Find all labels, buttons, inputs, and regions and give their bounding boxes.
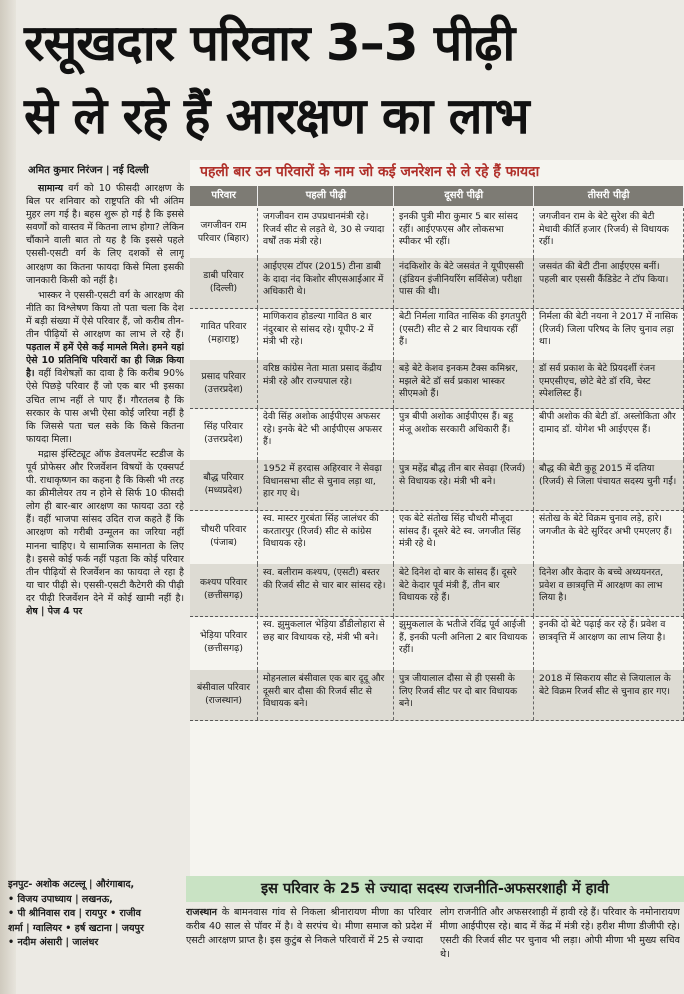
article-paragraph — [26, 289, 184, 446]
paragraph-text: वर्ग को 10 फीसदी आरक्षण के बिल पर शनिवार को राष्ट्रपति की भी अंतिम मुहर लग गई है। बहस शुरू हो गई है कि इससे सवर्णों को वास्तव में कितना लाभ होगा? लेकिन चौंकाने वाली बात तो यह है कि इससे पहले एससी-एसटी वर्ग के लिए दशकों से लागू आरक्षण का कितना फायदा किसे मिला इसकी जानकारी किसी को नहीं है। — [26, 183, 184, 286]
third-generation-cell: निर्मला की बेटी नयना ने 2017 में नासिक (रिजर्व) जिला परिषद के लिए चुनाव लड़ा था। — [534, 308, 684, 360]
header-first-generation: पहली पीढ़ी — [258, 186, 394, 206]
family-cell: गावित परिवार (महाराष्ट्र) — [190, 308, 258, 360]
paragraph-text: वहीं विशेषज्ञों का दावा है कि करीब 90% ऐसे पिछड़े परिवार हैं जो एक बार भी इसका उचित लाभ नहीं ले पाए हैं। गौरतलब है कि सरकार के पास अभी ऐसा कोई जरिया नहीं है कि जिससे पता चल सके कि किसे कितना फायदा मिला। — [26, 368, 184, 445]
table-row — [190, 510, 684, 565]
table-row — [190, 616, 684, 671]
third-generation-cell: बौद्ध की बेटी कुहू 2015 में दतिया (रिजर्व) से जिला पंचायत सदस्य चुनी गईं। — [534, 460, 684, 510]
bottom-column-2: लोग राजनीति और अफसरशाही में हावी रहे हैं। परिवार के नमोनारायण मीणा आईपीएस रहे। बाद में केंद्र में मंत्री रहे। हरीश मीणा डीजीपी रहे। एसटी की रिजर्व सीट पर चुनाव भी लड़ा। ओपी मीणा भी मुख्य सचिव थे। — [440, 907, 680, 960]
lead-word: राजस्थान — [186, 907, 218, 918]
second-generation-cell: इनकी पुत्री मीरा कुमार 5 बार सांसद रहीं। आईएफएस और लोकसभा स्पीकर भी रहीं। — [394, 208, 534, 258]
credit-line: • नदीम अंसारी | जालंधर — [8, 937, 99, 949]
header-family: परिवार — [190, 186, 258, 206]
family-cell: सिंह परिवार (उत्तरप्रदेश) — [190, 408, 258, 460]
family-cell: चौधरी परिवार (पंजाब) — [190, 510, 258, 564]
third-generation-cell: 2018 में सिकराय सीट से जियालाल के बेटे विक्रम रिजर्व सीट से चुनाव हार गए। — [534, 670, 684, 720]
second-generation-cell: नंदकिशोर के बेटे जसवंत ने यूपीएससी (इंडियन इंजीनियरिंग सर्विसेज) परीक्षा पास की थी। — [394, 258, 534, 308]
article-paragraph — [26, 448, 184, 618]
third-generation-cell: जगजीवन राम के बेटे सुरेश की बेटी मेधावी कीर्ति हजार (रिजर्व) से विधायक रहीं। — [534, 208, 684, 258]
family-cell: बौद्ध परिवार (मध्यप्रदेश) — [190, 460, 258, 510]
third-generation-cell: दिनेश और केदार के बच्चे अध्ययनरत, प्रवेश व छात्रवृत्ति में आरक्षण का लाभ लिया है। — [534, 564, 684, 616]
highlight-text: पड़ताल में हमें ऐसे कई मामले मिले। हमने यहां ऐसे 10 प्रतिनिधि परिवारों का ही जिक्र किया है। — [26, 342, 184, 380]
credit-line: • पी श्रीनिवास राव | रायपुर • राजीव — [8, 908, 141, 920]
headline-line-2: से ले रहे हैं आरक्षण का लाभ — [24, 87, 529, 145]
input-credits — [8, 878, 186, 951]
first-generation-cell: स्व. झुमुकलाल भेड़िया डौंडीलोहारा से छह बार विधायक रहे, मंत्री भी बने। — [258, 616, 394, 670]
bottom-column-1 — [186, 906, 432, 992]
credit-line: इनपुट- अशोक अटल्लू | औरंगाबाद, — [8, 879, 135, 890]
bottom-box — [186, 876, 684, 994]
first-generation-cell: देवी सिंह अशोक आईपीएस अफसर रहे। इनके बेटे भी आईपीएस अफसर हैं। — [258, 408, 394, 460]
family-cell: डाबी परिवार (दिल्ली) — [190, 258, 258, 308]
table-row — [190, 460, 684, 511]
table-row — [190, 670, 684, 721]
bottom-box-title: इस परिवार के 25 से ज्यादा सदस्य राजनीति-अफसरशाही में हावी — [186, 876, 684, 902]
family-cell: जगजीवन राम परिवार (बिहार) — [190, 208, 258, 258]
first-generation-cell: वरिष्ठ कांग्रेस नेता माता प्रसाद केंद्रीय मंत्री रहे और राज्यपाल रहे। — [258, 360, 394, 408]
first-generation-cell: मोहनलाल बंसीवाल एक बार दूदू और दूसरी बार दौसा की रिजर्व सीट से विधायक बने। — [258, 670, 394, 720]
header-second-generation: दूसरी पीढ़ी — [394, 186, 534, 206]
families-table — [190, 160, 684, 876]
first-generation-cell: आईएएस टॉपर (2015) टीना डाबी के दादा नंद किशोर सीएसआईआर में अधिकारी थे। — [258, 258, 394, 308]
table-row — [190, 564, 684, 617]
lead-word: सामान्य — [38, 183, 64, 194]
table-header — [190, 186, 684, 206]
family-cell: कश्यप परिवार (छत्तीसगढ़) — [190, 564, 258, 616]
paragraph-text: भास्कर ने एससी-एसटी वर्ग के आरक्षण की नीति का विश्लेषण किया तो पता चला कि देश में बड़ी संख्या में ऐसे परिवार हैं, जो करीब तीन-तीन पीढ़ियों से आरक्षण का लाभ ले रहे हैं। — [26, 289, 184, 341]
first-generation-cell: स्व. बलीराम कश्यप, (एसटी) बस्तर की रिजर्व सीट से चार बार सांसद रहे। — [258, 564, 394, 616]
third-generation-cell: संतोख के बेटे विक्रम चुनाव लड़े, हारे। जगजीत के बेटे सुरिंदर अभी एमएलए हैं। — [534, 510, 684, 564]
first-generation-cell: जगजीवन राम उपप्रधानमंत्री रहे। रिजर्व सीट से लड़ते थे, 30 से ज्यादा वर्षों तक मंत्री रहे। — [258, 208, 394, 258]
second-generation-cell: बेटे दिनेश दो बार के सांसद हैं। दूसरे बेटे केदार पूर्व मंत्री हैं, तीन बार विधायक रहे हैं। — [394, 564, 534, 616]
continued-note: शेष | पेज 4 पर — [26, 606, 83, 617]
table-row — [190, 360, 684, 409]
page-fold-edge — [0, 0, 16, 994]
third-generation-cell: बीपी अशोक की बेटी डॉ. अस्लोकिता और दामाद डॉ. योगेश भी आईएएस हैं। — [534, 408, 684, 460]
second-generation-cell: पुत्र बीपी अशोक आईपीएस हैं। बहू मंजू अशोक सरकारी अधिकारी हैं। — [394, 408, 534, 460]
table-row — [190, 308, 684, 361]
second-generation-cell: बेटी निर्मला गावित नासिक की इगतपुरी (एसटी) सीट से 2 बार विधायक रहीं हैं। — [394, 308, 534, 360]
table-row — [190, 408, 684, 461]
second-generation-cell: एक बेटे संतोख सिंह चौधरी मौजूदा सांसद हैं। दूसरे बेटे स्व. जगजीत सिंह मंत्री रहे थे। — [394, 510, 534, 564]
headline-line-1: रसूखदार परिवार 3–3 पीढ़ी — [24, 14, 515, 72]
third-generation-cell: जसवंत की बेटी टीना आईएएस बनीं। पहली बार एससी कैंडिडेट ने टॉप किया। — [534, 258, 684, 308]
first-generation-cell: 1952 में हरदास अहिरवार ने सेवढ़ा विधानसभा सीट से चुनाव लड़ा था, हार गए थे। — [258, 460, 394, 510]
credit-line: शर्मा | ग्वालियर • हर्ष खटाना | जयपुर — [8, 922, 144, 934]
family-cell: प्रसाद परिवार (उत्तरप्रदेश) — [190, 360, 258, 408]
table-title: पहली बार उन परिवारों के नाम जो कई जनरेशन से ले रहे हैं फायदा — [200, 164, 540, 180]
first-generation-cell: माणिकराव होडल्या गावित 8 बार नंदुरबार से सांसद रहे। यूपीए-2 में मंत्री भी रहे। — [258, 308, 394, 360]
article-paragraph — [26, 182, 184, 287]
third-generation-cell: डॉ सर्व प्रकाश के बेटे प्रियदर्शी रंजन एमएसीएच, छोटे बेटे डॉ रवि, चेस्ट स्पेशलिस्ट हैं। — [534, 360, 684, 408]
second-generation-cell: बड़े बेटे केशव इनकम टैक्स कमिश्नर, मझले बेटे डॉ सर्व प्रकाश भास्कर सीएमओ हैं। — [394, 360, 534, 408]
article-column — [26, 182, 184, 872]
second-generation-cell: पुत्र जीयालाल दौसा से ही एससी के लिए रिजर्व सीट पर दो बार विधायक बने। — [394, 670, 534, 720]
byline: अमित कुमार निरंजन | नई दिल्ली — [28, 165, 149, 176]
family-cell: बंसीवाल परिवार (राजस्थान) — [190, 670, 258, 720]
table-row — [190, 258, 684, 309]
second-generation-cell: झुमुकलाल के भतीजे रविंद्र पूर्व आईजी हैं, इनकी पत्नी अनिला 2 बार विधायक रहीं। — [394, 616, 534, 670]
paragraph-text: मद्रास इंस्टिट्यूट ऑफ डेवलपमेंट स्टडीज के पूर्व प्रोफेसर और रिजर्वेशन विषयों के एक्सपर्ट पी. राधाकृष्णन का कहना है कि किसी भी तरह का क्रीमीलेयर तय न होने से सिर्फ 10 फीसदी लोग ही बार-बार आरक्षण का फायदा उठा रहे हैं। वहीं भाजपा सांसद उदित राज कहते हैं कि आरक्षण को गरीबी उन्मूलन का जरिया नहीं मानना चाहिए। ये सामाजिक समानता के लिए है। इससे कोई फर्क नहीं पड़ता कि कोई परिवार तीन पीढ़ियों से रिजर्वेशन का फायदा ले रहा है या चार पीढ़ी से। एससी-एसटी कैटेगरी की पीढ़ी दर पीढ़ी रिजर्वेशन देने में कोई खामी नहीं है। — [26, 448, 184, 604]
table-row — [190, 208, 684, 259]
paragraph-text: के बामनवास गांव से निकला श्रीनारायण मीणा का परिवार करीब 40 साल से पॉवर में है। वे सरपंच थे। मीणा समाज को प्रदेश में एसटी आरक्षण प्राप्त है। इस कुटुंब से निकले परिवारों में 25 से ज्यादा — [186, 907, 432, 946]
family-cell: भेड़िया परिवार (छत्तीसगढ़) — [190, 616, 258, 670]
headline — [24, 8, 674, 152]
header-third-generation: तीसरी पीढ़ी — [534, 186, 684, 206]
credit-line: • विजय उपाध्याय | लखनऊ, — [8, 893, 113, 905]
first-generation-cell: स्व. मास्टर गुरबंता सिंह जालंधर की करतारपुर (रिजर्व) सीट से कांग्रेस विधायक रहे। — [258, 510, 394, 564]
second-generation-cell: पुत्र महेंद्र बौद्ध तीन बार सेवढ़ा (रिजर्व) से विधायक रहे। मंत्री भी बने। — [394, 460, 534, 510]
third-generation-cell: इनकी दो बेटे पढ़ाई कर रहे हैं। प्रवेश व छात्रवृत्ति में आरक्षण का लाभ लिया है। — [534, 616, 684, 670]
